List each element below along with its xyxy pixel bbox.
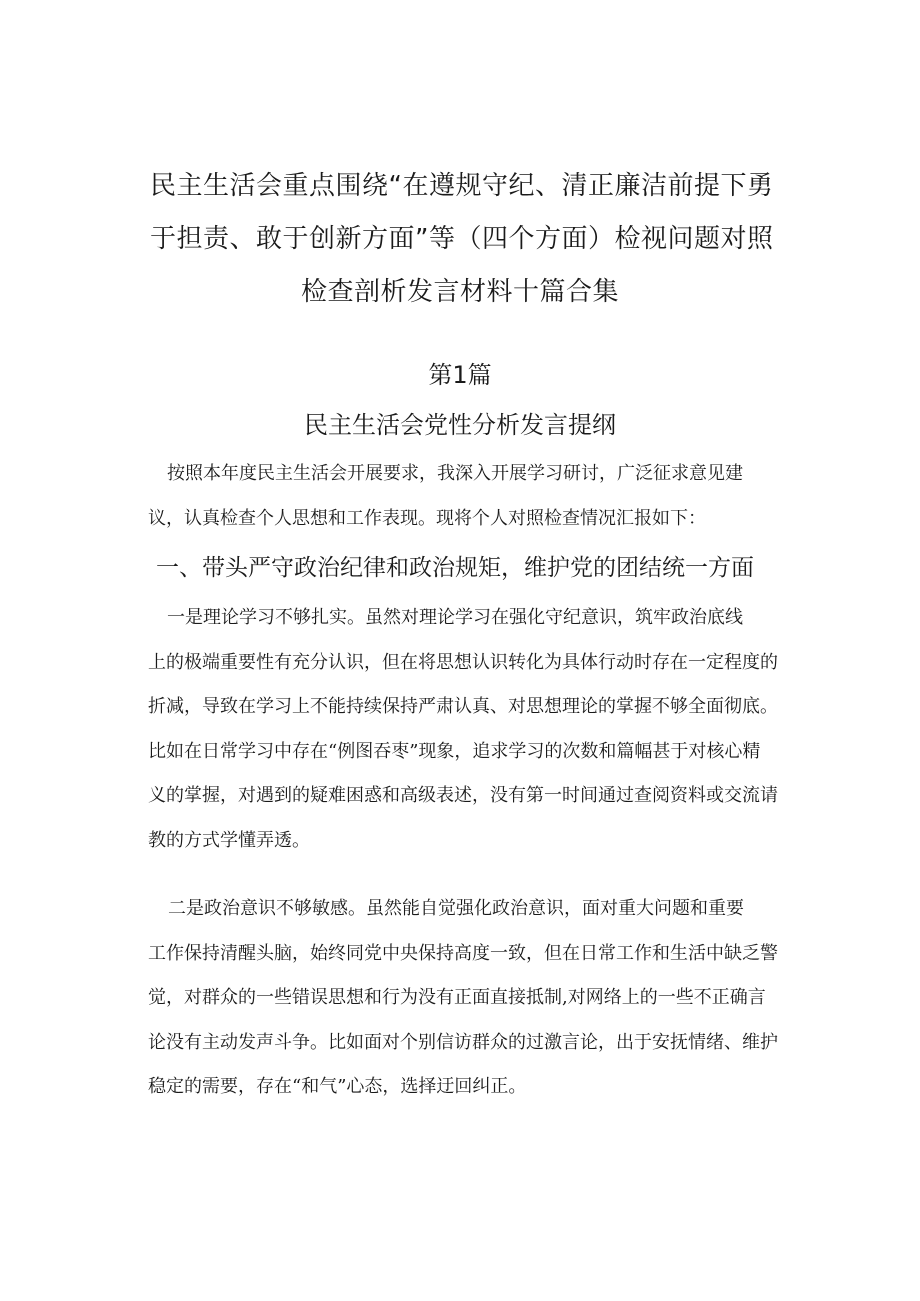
paragraph-line: 二是政治意识不够敏感。虽然能自觉强化政治意识，面对重大问题和重要 — [168, 898, 744, 919]
paragraph-line: 觉，对群众的一些错误思想和行为没有正面直接抵制,对网络上的一些不正确言 — [148, 987, 766, 1009]
paragraph-line: 上的极端重要性有充分认识，但在将思想认识转化为具体行动时存在一定程度的 — [148, 651, 778, 673]
paragraph-line: 议，认真检查个人思想和工作表现。现将个人对照检查情况汇报如下： — [148, 507, 706, 529]
intro-paragraph — [148, 452, 778, 541]
paragraph-line: 教的方式学懂弄透。 — [148, 829, 310, 851]
chapter-title: 民主生活会党性分析发言提纲 — [304, 411, 616, 439]
paragraph-line: 工作保持清醒头脑，始终同党中央保持高度一致，但在日常工作和生活中缺乏警 — [148, 942, 778, 964]
document-title — [150, 160, 774, 319]
title-line: 于担责、敢于创新方面”等（四个方面）检视问题对照 — [150, 224, 774, 254]
paragraph-line: 比如在日常学习中存在“例图吞枣”现象，追求学习的次数和篇幅甚于对核心精 — [148, 740, 761, 762]
paragraph-line: 折减，导致在学习上不能持续保持严肃认真、对思想理论的掌握不够全面彻底。 — [148, 696, 778, 718]
paragraph-line: 义的掌握，对遇到的疑难困惑和高级表述，没有第一时间通过查阅资料或交流请 — [148, 785, 778, 807]
body-paragraph — [148, 887, 778, 1110]
title-line: 民主生活会重点围绕“在遵规守纪、清正廉洁前提下勇 — [150, 171, 774, 201]
section-heading: 一、带头严守政治纪律和政治规矩，维护党的团结统一方面 — [156, 555, 754, 581]
paragraph-line: 论没有主动发声斗争。比如面对个别信访群众的过激言论，出于安抚情绪、维护 — [148, 1031, 778, 1053]
paragraph-line: 稳定的需要，存在“和气”心态，选择迂回纠正。 — [148, 1076, 527, 1098]
chapter-number: 第1篇 — [428, 361, 492, 389]
paragraph-line: 按照本年度民主生活会开展要求，我深入开展学习研讨，广泛征求意见建 — [167, 463, 743, 484]
body-paragraph — [148, 596, 778, 864]
title-line: 检查剖析发言材料十篇合集 — [300, 277, 619, 307]
paragraph-line: 一是理论学习不够扎实。虽然对理论学习在强化守纪意识，筑牢政治底线 — [167, 607, 743, 628]
